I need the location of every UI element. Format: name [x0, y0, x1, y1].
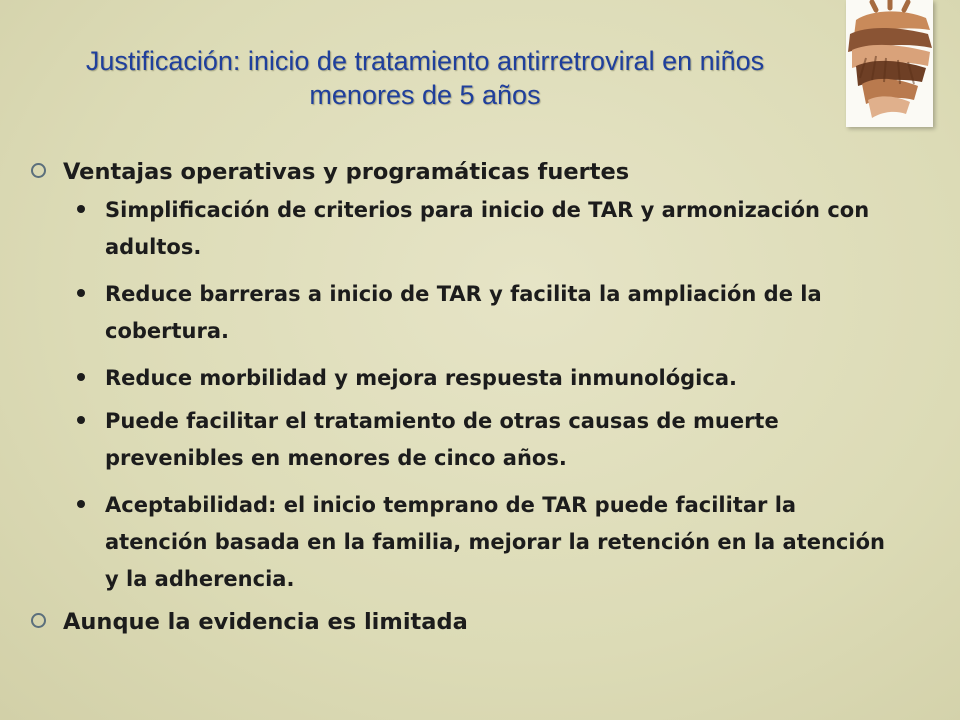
ring-bullet-icon	[31, 163, 46, 178]
sub-point	[30, 276, 920, 350]
sub-point	[30, 360, 920, 397]
main-point-text: Ventajas operativas y programáticas fuertes	[63, 159, 630, 185]
sub-point-text: Reduce morbilidad y mejora respuesta inmunológica.	[105, 366, 737, 390]
main-point-1	[30, 154, 920, 190]
main-point-text: Aunque la evidencia es limitada	[63, 609, 468, 635]
slide-title	[0, 44, 850, 112]
title-line-1: Justificación: inicio de tratamiento antirretroviral en niños	[85, 46, 765, 76]
sub-point	[30, 403, 920, 477]
dot-bullet-icon	[77, 500, 85, 508]
main-point-2	[30, 604, 920, 640]
sub-point-list	[30, 192, 920, 598]
sub-point	[30, 192, 920, 266]
dot-bullet-icon	[77, 289, 85, 297]
sub-point-text: Puede facilitar el tratamiento de otras causas de muerte prevenibles en menores de cinco años.	[105, 409, 779, 470]
sub-point-text: Aceptabilidad: el inicio temprano de TAR puede facilitar la atención basada en la familia, mejorar la retención en la atención y la adherencia.	[105, 493, 885, 591]
ring-bullet-icon	[31, 613, 46, 628]
dot-bullet-icon	[77, 205, 85, 213]
dot-bullet-icon	[77, 373, 85, 381]
sub-point	[30, 487, 920, 598]
slide-content	[30, 154, 920, 642]
title-line-2: menores de 5 años	[309, 80, 541, 110]
hands-photo-icon	[846, 0, 933, 127]
dot-bullet-icon	[77, 416, 85, 424]
sub-point-text: Reduce barreras a inicio de TAR y facilita la ampliación de la cobertura.	[105, 282, 822, 343]
sub-point-text: Simplificación de criterios para inicio de TAR y armonización con adultos.	[105, 198, 870, 259]
